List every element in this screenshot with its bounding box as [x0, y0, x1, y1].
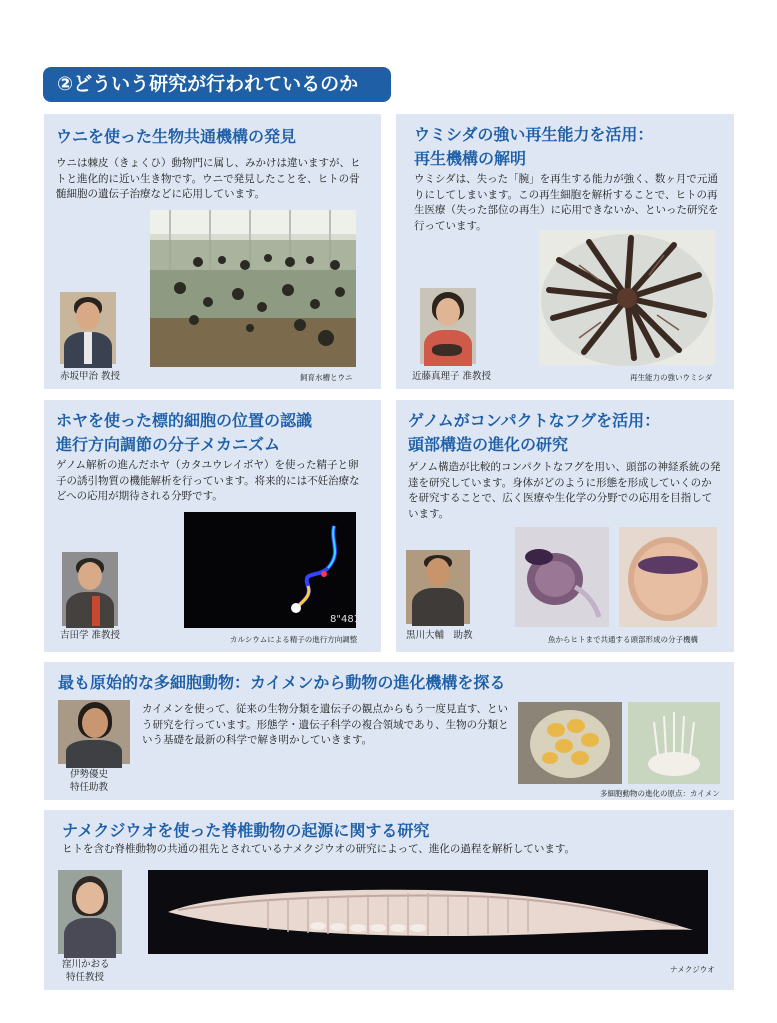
lancelet-image — [148, 870, 708, 954]
sponge-whole-image — [628, 702, 720, 784]
section-body: ウニは棘皮（きょくひ）動物門に属し、みかけは違いますが、ヒトと進化的に近い生き物です。ウニで発見したことを、ヒトの骨髄細胞の遺伝子治療などに応用しています。 — [56, 157, 361, 200]
photo-caption: ナメクジウオ — [670, 965, 715, 974]
page-title: ②どういう研究が行われているのか — [57, 73, 359, 95]
section-title-line-2: 進行方向調節の分子メカニズム — [56, 435, 281, 454]
section-title-line-2: 頭部構造の進化の研究 — [408, 435, 569, 454]
section-title-line-1: ウミシダの強い再生能力を活用： — [414, 125, 654, 144]
photo-caption: 再生能力の強いウミシダ — [630, 373, 713, 382]
panel-lancelet — [44, 810, 734, 990]
section-title-line-1: ゲノムがコンパクトなフグを活用： — [408, 411, 661, 430]
panel-sea-urchin — [44, 114, 381, 389]
feather-star-image — [539, 230, 715, 365]
embryo-photo-2 — [619, 527, 717, 627]
researcher-name: 近藤真理子 准教授 — [412, 371, 492, 382]
researcher-name-line-1: 伊勢優史 — [70, 769, 109, 780]
fish-embryo-image — [515, 527, 609, 627]
photo-caption: 飼育水槽とウニ — [300, 373, 353, 382]
page-header — [43, 67, 391, 102]
researcher-name-line-1: 窪川かおる — [62, 959, 110, 970]
aquarium-photo — [150, 210, 356, 367]
panel-puffer-fish — [396, 400, 734, 652]
frame-timestamp: 8"481 — [330, 614, 361, 625]
section-body: カイメンを使って、従来の生物分類を遺伝子の観点からもう一度見直す、という研究を行っています。形態学・遺伝子科学の複合領域であり、生物の分類という基礎を最新の科学で解き明かしていきます。 — [142, 703, 509, 746]
sponge-photo-2 — [628, 702, 720, 784]
feather-star-photo — [539, 230, 715, 365]
section-title: ナメクジウオを使った脊椎動物の起源に関する研究 — [62, 821, 430, 840]
portrait-yoshida — [62, 552, 118, 626]
photo-caption: 魚からヒトまで共通する頭部形成の分子機構 — [548, 635, 698, 644]
human-embryo-image — [619, 527, 717, 627]
panel-ascidian — [44, 400, 381, 652]
sperm-calcium-photo — [184, 512, 361, 628]
researcher-title-line-2: 特任教授 — [66, 972, 105, 983]
portrait-ise — [58, 700, 130, 764]
embryo-photo-1 — [515, 527, 609, 627]
researcher-title-line-2: 特任助教 — [70, 782, 109, 793]
section-title: ウニを使った生物共通機構の発見 — [56, 127, 297, 146]
sponge-cut-image — [518, 702, 622, 784]
portrait-kubokawa — [58, 870, 122, 954]
section-title-line-1: ホヤを使った標的細胞の位置の認識 — [56, 411, 313, 430]
section-body: ヒトを含む脊椎動物の共通の祖先とされているナメクジウオの研究によって、進化の過程を解析しています。 — [62, 843, 576, 855]
portrait-kurokawa — [406, 550, 470, 624]
photo-caption: カルシウムによる精子の進行方向調整 — [230, 635, 358, 644]
photo-caption: 多細胞動物の進化の原点：カイメン — [600, 789, 720, 798]
section-title-line-2: 再生機構の解明 — [414, 149, 527, 168]
researcher-name: 吉田学 准教授 — [60, 630, 121, 641]
section-body: ゲノム解析の進んだホヤ（カタユウレイボヤ）を使った精子と卵子の誘引物質の機能解析を行っています。将来的には不妊治療などへの応用が期待される分野です。 — [56, 459, 360, 502]
sperm-trajectory-image — [184, 512, 361, 628]
sponge-photo-1 — [518, 702, 622, 784]
researcher-name: 黒川大輔 助教 — [406, 630, 473, 641]
portrait-akasaka — [60, 292, 116, 364]
panel-sponge — [44, 662, 734, 800]
panel-feather-star — [396, 114, 734, 389]
section-body: ウミシダは、失った「腕」を再生する能力が強く、数ヶ月で元通りにしてしまいます。この再生細胞を解析することで、ヒトの再生医療（失った部位の再生）に応用できないか、といった研究を行っています。 — [414, 173, 719, 232]
researcher-name: 赤坂甲治 教授 — [60, 371, 121, 382]
lancelet-photo — [148, 870, 708, 954]
portrait-kondo — [420, 288, 476, 364]
aquarium-image — [150, 210, 356, 367]
section-title: 最も原始的な多細胞動物：カイメンから動物の進化機構を探る — [58, 673, 506, 692]
section-body: ゲノム構造が比較的コンパクトなフグを用い、頭部の神経系統の発達を研究しています。身体がどのように形態を形成していくのかを研究することで、広く医療や生化学の分野での応用を目指しています。 — [408, 461, 721, 520]
